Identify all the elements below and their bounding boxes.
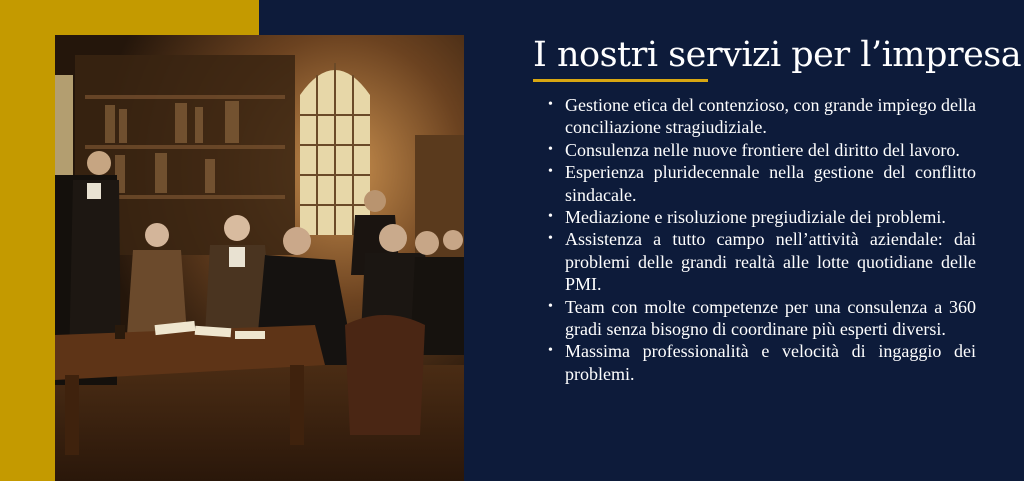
- service-item: [548, 206, 976, 228]
- bullet-icon: •: [548, 231, 553, 247]
- service-text: Consulenza nelle nuove frontiere del diritto del lavoro.: [565, 139, 960, 160]
- bullet-icon: •: [548, 298, 553, 314]
- painting-illustration: [55, 35, 464, 481]
- service-text: Assistenza a tutto campo nell’attività aziendale: dai problemi delle grandi realtà alle lotte quotidiane delle PMI.: [565, 229, 976, 295]
- title-underline: [533, 79, 708, 82]
- service-item: [548, 161, 976, 206]
- service-text: Mediazione e risoluzione pregiudiziale dei problemi.: [565, 207, 946, 228]
- page-title: I nostri servizi per l’impresa: [533, 35, 1022, 75]
- painting-image: [55, 35, 464, 481]
- bullet-icon: •: [548, 164, 553, 180]
- service-item: [548, 340, 976, 385]
- bullet-icon: •: [548, 97, 553, 112]
- service-item: [548, 94, 976, 139]
- bullet-icon: •: [548, 209, 553, 225]
- service-text: Team con molte competenze per una consulenza a 360 gradi senza bisogno di coordinare più esperti diversi.: [565, 296, 976, 340]
- service-item: [548, 139, 976, 161]
- service-text: Massima professionalità e velocità di ingaggio dei problemi.: [565, 341, 976, 384]
- services-list: [548, 94, 976, 385]
- service-item: [548, 228, 976, 295]
- service-text: Esperienza pluridecennale nella gestione del conflitto sindacale.: [565, 162, 976, 205]
- bullet-icon: •: [548, 343, 553, 359]
- bullet-icon: •: [548, 141, 553, 157]
- service-text: Gestione etica del contenzioso, con grande impiego della conciliazione stragiudiziale.: [565, 95, 976, 138]
- service-item: [548, 296, 976, 341]
